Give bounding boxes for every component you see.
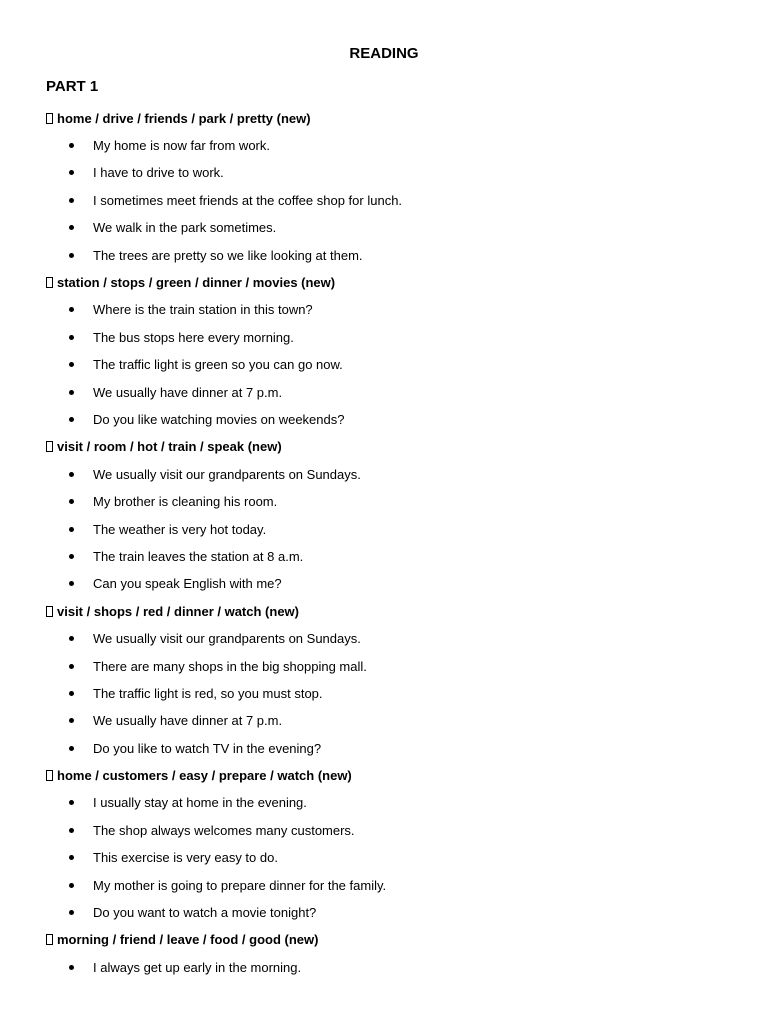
list-item (0, 954, 768, 981)
bullet-icon (69, 636, 74, 641)
list-item-text: This exercise is very easy to do. (93, 850, 278, 866)
list-item (0, 789, 768, 816)
bullet-icon (69, 170, 74, 175)
list-item-text: Do you like to watch TV in the evening? (93, 740, 322, 756)
list-item (0, 378, 768, 405)
list-item (0, 132, 768, 159)
bullet-icon (69, 718, 74, 723)
list-item-text: I have to drive to work. (93, 165, 224, 181)
bullet-icon (69, 883, 74, 888)
list-item (0, 406, 768, 433)
list-item (0, 214, 768, 241)
list-item (0, 187, 768, 214)
list-item-text: The traffic light is red, so you must stop. (93, 685, 323, 701)
list-item (0, 871, 768, 898)
list-item (0, 817, 768, 844)
list-item (0, 844, 768, 871)
list-item-text: The trees are pretty so we like looking at them. (93, 247, 363, 263)
section-heading-text: home / customers / easy / prepare / watch (new) (57, 768, 352, 784)
part-heading: PART 1 (46, 78, 99, 95)
list-item-text: My mother is going to prepare dinner for the family. (93, 877, 387, 893)
section-heading-text: visit / shops / red / dinner / watch (new) (57, 603, 299, 619)
list-item-text: The weather is very hot today. (93, 521, 267, 537)
list-item-text: My brother is cleaning his room. (93, 494, 278, 510)
section-heading-text: morning / friend / leave / food / good (new) (57, 932, 319, 948)
bullet-icon (69, 527, 74, 532)
list-item-text: I always get up early in the morning. (93, 959, 302, 975)
checkbox-icon (46, 441, 53, 452)
bullet-icon (69, 143, 74, 148)
list-item (0, 680, 768, 707)
list-item (0, 351, 768, 378)
bullet-icon (69, 746, 74, 751)
list-item (0, 159, 768, 186)
list-item-text: I sometimes meet friends at the coffee shop for lunch. (93, 192, 403, 208)
bullet-icon (69, 581, 74, 586)
list-item-text: Do you like watching movies on weekends? (93, 411, 345, 427)
section-heading-text: home / drive / friends / park / pretty (new) (57, 110, 311, 126)
bullet-icon (69, 335, 74, 340)
list-item-text: The bus stops here every morning. (93, 329, 294, 345)
section-heading (0, 269, 768, 296)
bullet-icon (69, 307, 74, 312)
bullet-icon (69, 828, 74, 833)
list-item (0, 570, 768, 597)
list-item (0, 488, 768, 515)
list-item-text: We usually have dinner at 7 p.m. (93, 384, 283, 400)
bullet-icon (69, 362, 74, 367)
section-heading-text: visit / room / hot / train / speak (new) (57, 439, 282, 455)
list-item-text: The train leaves the station at 8 a.m. (93, 548, 304, 564)
bullet-icon (69, 499, 74, 504)
page-title: READING (349, 45, 419, 62)
section-heading (0, 926, 768, 953)
checkbox-icon (46, 606, 53, 617)
list-item-text: We usually visit our grandparents on Sundays. (93, 466, 361, 482)
bullet-icon (69, 198, 74, 203)
bullet-icon (69, 910, 74, 915)
list-item-text: We walk in the park sometimes. (93, 220, 277, 236)
checkbox-icon (46, 277, 53, 288)
section-heading (0, 762, 768, 789)
list-item (0, 652, 768, 679)
bullet-icon (69, 691, 74, 696)
bullet-icon (69, 855, 74, 860)
list-item (0, 734, 768, 761)
bullet-icon (69, 800, 74, 805)
list-item-text: The traffic light is green so you can go now. (93, 357, 343, 373)
section-heading (0, 433, 768, 460)
checkbox-icon (46, 113, 53, 124)
list-item (0, 241, 768, 268)
bullet-icon (69, 965, 74, 970)
bullet-icon (69, 554, 74, 559)
bullet-icon (69, 390, 74, 395)
list-item-text: Do you want to watch a movie tonight? (93, 905, 317, 921)
list-item (0, 625, 768, 652)
list-item (0, 461, 768, 488)
list-item (0, 324, 768, 351)
list-item-text: Where is the train station in this town? (93, 302, 313, 318)
list-item-text: I usually stay at home in the evening. (93, 795, 307, 811)
bullet-icon (69, 417, 74, 422)
list-item (0, 296, 768, 323)
list-item-text: There are many shops in the big shopping mall. (93, 658, 367, 674)
list-item-text: Can you speak English with me? (93, 576, 282, 592)
section-heading (0, 598, 768, 625)
list-item-text: The shop always welcomes many customers. (93, 822, 355, 838)
list-item-text: We usually visit our grandparents on Sundays. (93, 631, 361, 647)
bullet-icon (69, 664, 74, 669)
list-item (0, 707, 768, 734)
section-heading (0, 105, 768, 132)
section-heading-text: station / stops / green / dinner / movies (new) (57, 275, 336, 291)
list-item (0, 543, 768, 570)
list-item-text: We usually have dinner at 7 p.m. (93, 713, 283, 729)
checkbox-icon (46, 770, 53, 781)
list-item (0, 899, 768, 926)
bullet-icon (69, 253, 74, 258)
bullet-icon (69, 472, 74, 477)
list-item-text: My home is now far from work. (93, 138, 270, 154)
bullet-icon (69, 225, 74, 230)
checkbox-icon (46, 934, 53, 945)
sections-container (0, 105, 768, 982)
list-item (0, 515, 768, 542)
